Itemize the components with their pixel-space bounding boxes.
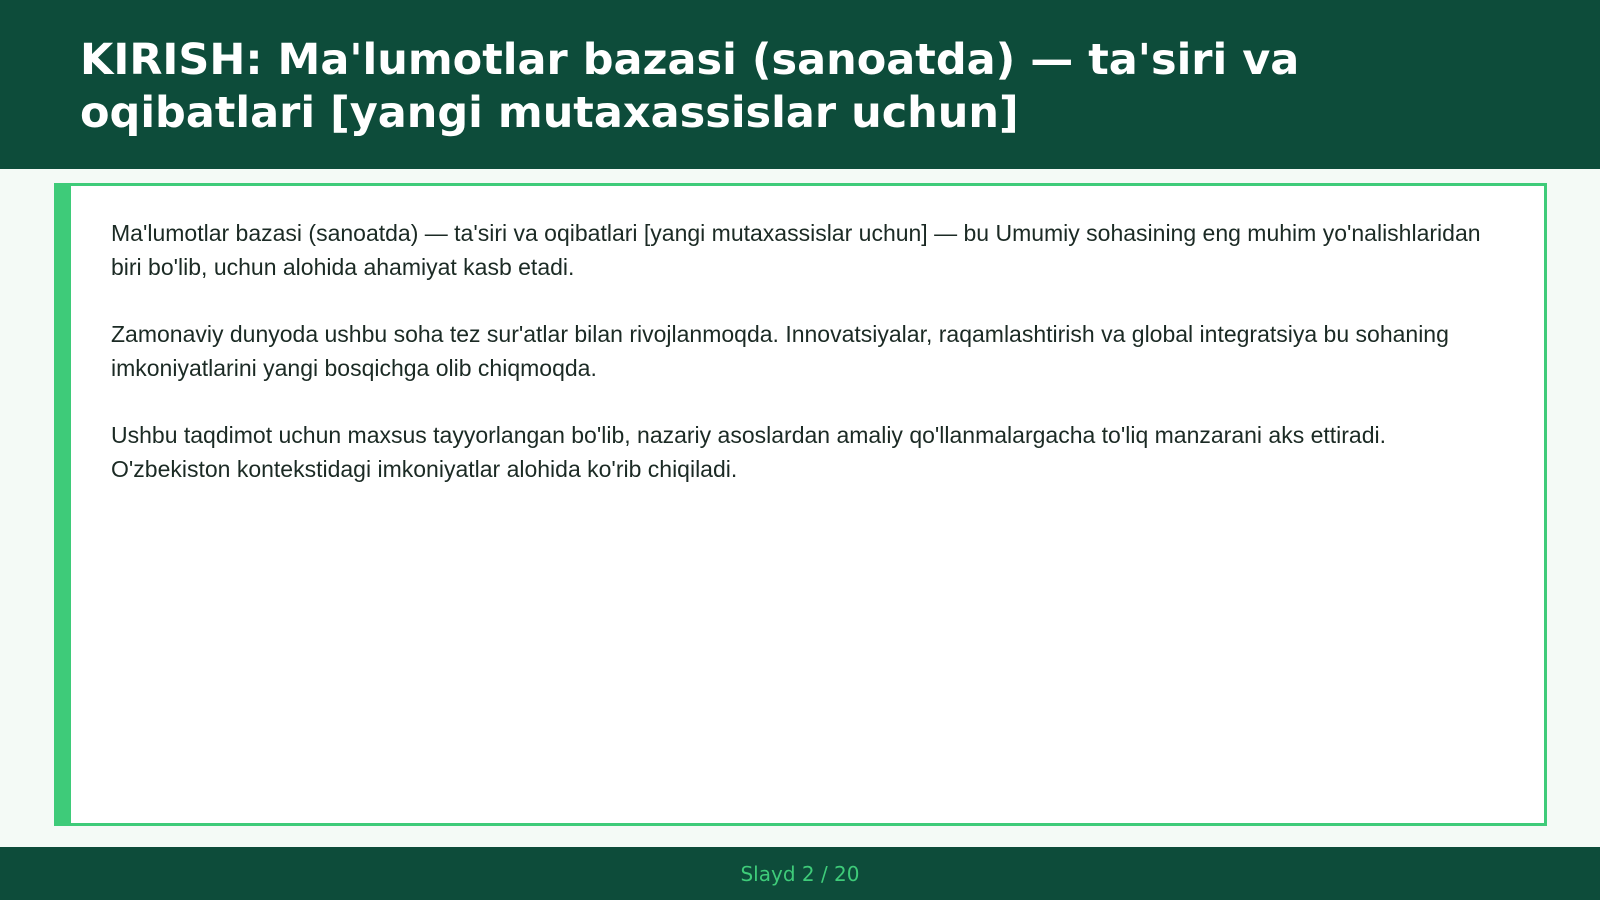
- content-paragraph-3: Ushbu taqdimot uchun maxsus tayyorlangan bo'lib, nazariy asoslardan amaliy qo'llanmalargacha to'liq manzarani aks ettiradi. O'zbekiston kontekstidagi imkoniyatlar alohida ko'rib chiqiladi.: [111, 422, 1387, 482]
- slide-header: [0, 0, 1600, 169]
- slide-title: KIRISH: Ma'lumotlar bazasi (sanoatda) — ta'siri va oqibatlari [yangi mutaxassislar uchun]: [80, 35, 1300, 138]
- content-paragraph-1: Ma'lumotlar bazasi (sanoatda) — ta'siri va oqibatlari [yangi mutaxassislar uchun] — bu Umumiy sohasining eng muhim yo'nalishlaridan biri bo'lib, uchun alohida ahamiyat kasb etadi.: [111, 220, 1481, 280]
- slide-footer: [0, 847, 1600, 900]
- content-card: [54, 183, 1547, 826]
- content-paragraph-2: Zamonaviy dunyoda ushbu soha tez sur'atlar bilan rivojlanmoqda. Innovatsiyalar, raqamlashtirish va global integratsiya bu sohaning imkoniyatlarini yangi bosqichga olib chiqmoqda.: [111, 321, 1449, 381]
- slide-counter: Slayd 2 / 20: [740, 861, 860, 886]
